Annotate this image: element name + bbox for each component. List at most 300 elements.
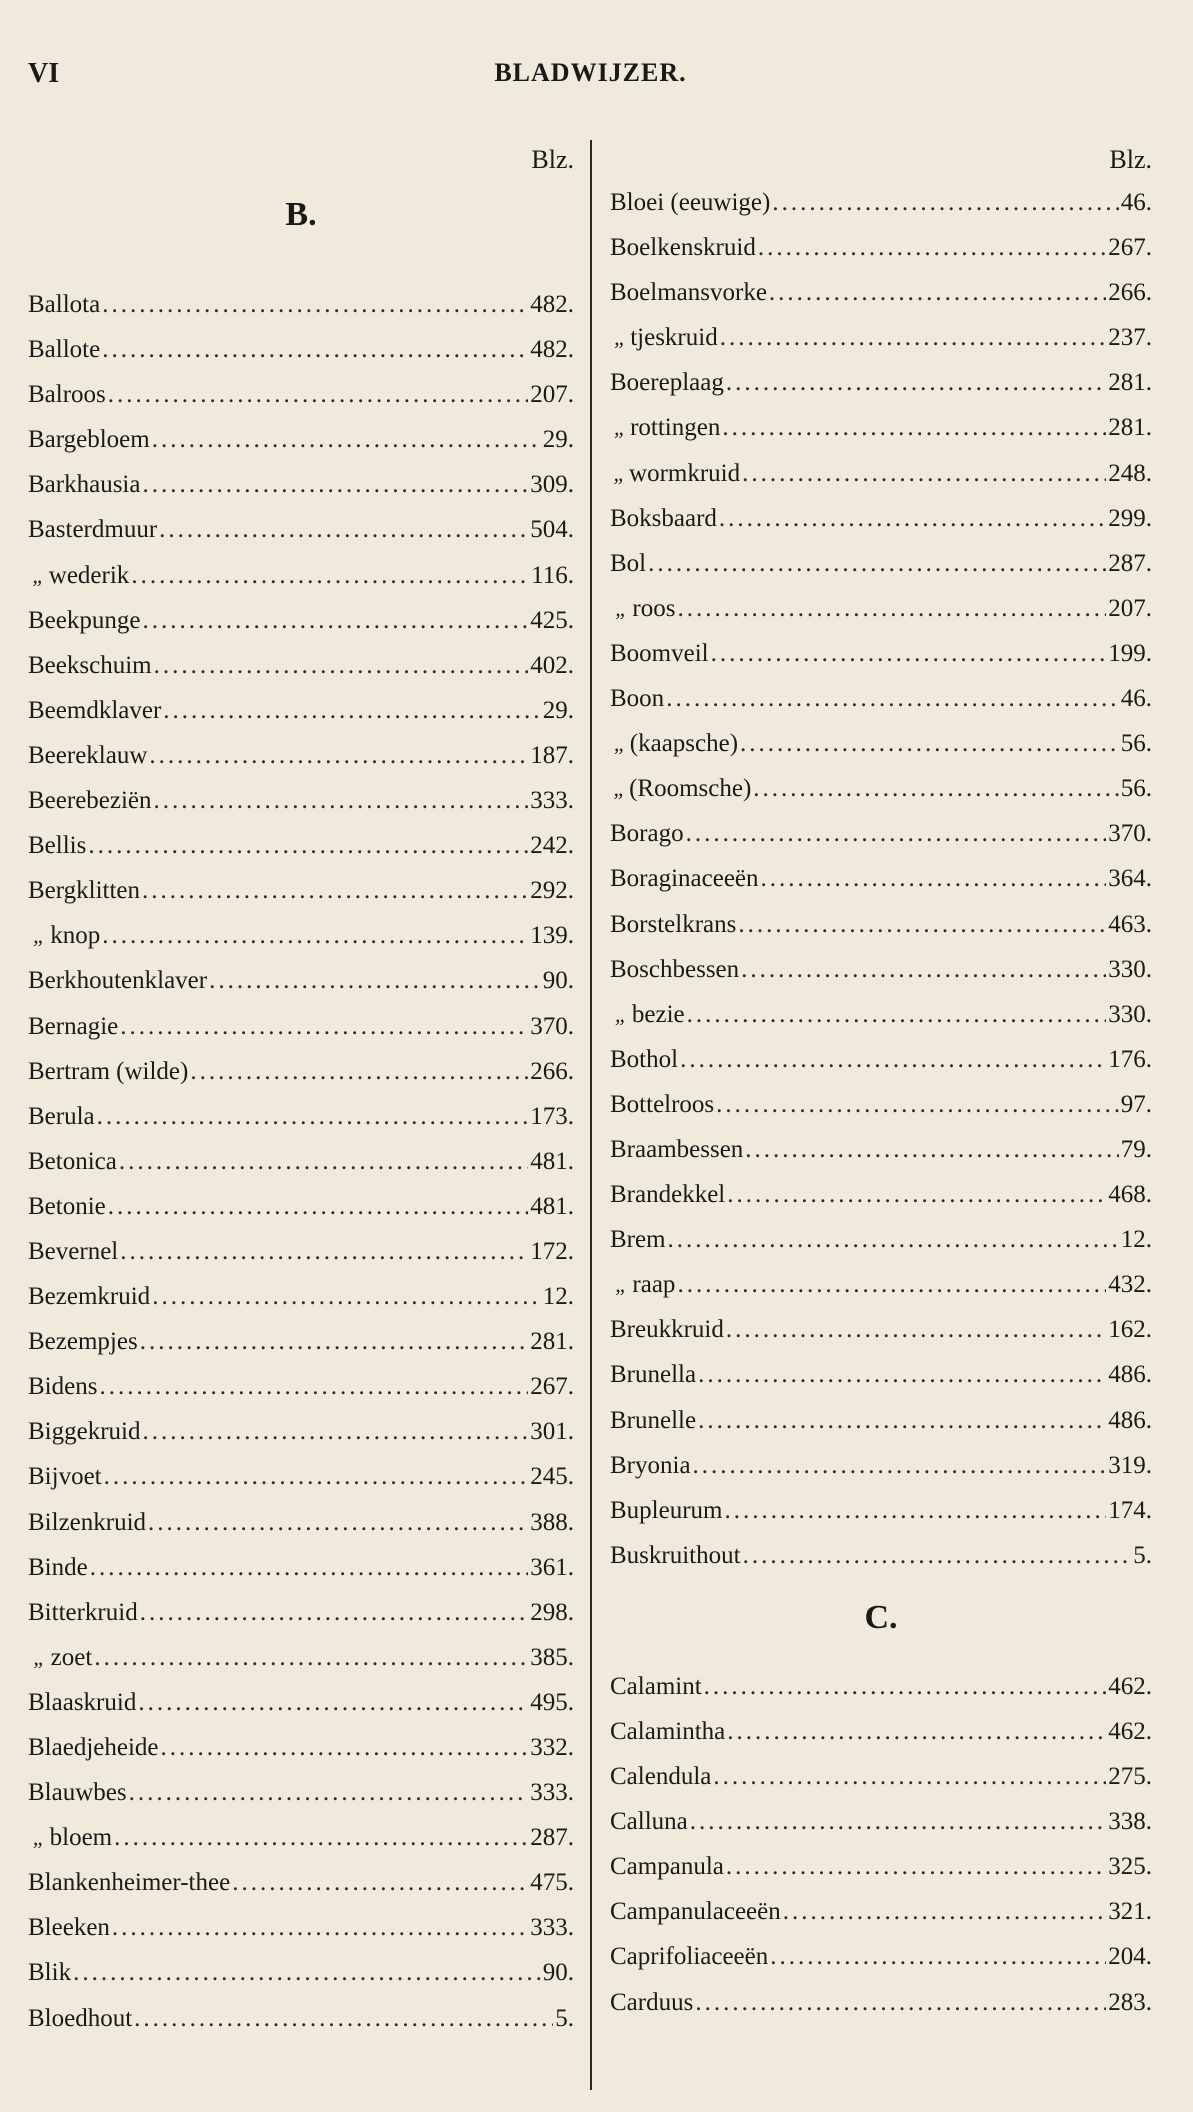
entry-name: bloem <box>49 1824 113 1852</box>
index-entry <box>28 913 574 958</box>
entry-name: Biggekruid <box>28 1418 141 1446</box>
entry-name: Calendula <box>610 1763 712 1791</box>
entry-page-number: 370. <box>530 1012 574 1040</box>
index-entry <box>610 902 1152 947</box>
entry-name: Borstelkrans <box>610 910 737 938</box>
index-entry <box>28 1770 574 1815</box>
entry-name: Caprifoliaceeën <box>610 1943 769 1971</box>
index-entry <box>610 451 1152 496</box>
index-entry <box>610 1398 1152 1443</box>
entry-name: Basterdmuur <box>28 516 158 544</box>
index-entry <box>610 766 1152 811</box>
section-letter: C. <box>864 1598 898 1636</box>
ditto-mark: „ <box>615 595 628 621</box>
entry-page-number: 321. <box>1108 1898 1152 1926</box>
entry-name: Boelmansvorke <box>610 279 767 307</box>
ditto-mark: „ <box>33 923 46 949</box>
index-entry <box>28 417 574 462</box>
entry-name: Beekschuim <box>28 651 152 679</box>
entry-name: bezie <box>631 1000 685 1028</box>
entry-page-number: 481. <box>530 1192 574 1220</box>
entry-name: Bezempjes <box>28 1328 138 1356</box>
leader-dots <box>742 451 1106 496</box>
entry-page-number: 79. <box>1120 1135 1152 1163</box>
index-entry <box>28 1409 574 1454</box>
entry-page-number: 504. <box>530 516 574 544</box>
entry-name: wederik <box>48 561 130 589</box>
entry-page-number: 287. <box>1108 549 1152 577</box>
index-entry <box>610 1664 1152 1709</box>
leader-dots <box>232 1860 528 1905</box>
entry-name: knop <box>50 922 101 950</box>
index-column-right <box>610 140 1152 2025</box>
entry-name: Bidens <box>28 1373 98 1401</box>
ditto-mark: „ <box>615 1272 628 1298</box>
entry-page-number: 370. <box>1108 820 1152 848</box>
entry-name: Boksbaard <box>610 504 717 532</box>
leader-dots <box>190 1049 528 1094</box>
entry-page-number: 176. <box>1108 1045 1152 1073</box>
leader-dots <box>687 992 1107 1037</box>
leader-dots <box>648 541 1106 586</box>
entry-page-number: 319. <box>1108 1451 1152 1479</box>
index-entry <box>610 315 1152 360</box>
entry-page-number: 463. <box>1108 910 1152 938</box>
index-entry <box>610 1980 1152 2025</box>
index-entry <box>28 1500 574 1545</box>
index-entry <box>28 1454 574 1499</box>
entry-name: Brunella <box>610 1361 697 1389</box>
leader-dots <box>727 1172 1106 1217</box>
ditto-mark: „ <box>613 415 627 441</box>
leader-dots <box>722 405 1106 450</box>
entry-page-number: 245. <box>530 1463 574 1491</box>
entry-page-number: 5. <box>1133 1541 1152 1569</box>
index-entry <box>610 721 1152 766</box>
entry-page-number: 468. <box>1108 1181 1152 1209</box>
entry-name: Blaaskruid <box>28 1688 137 1716</box>
index-entry <box>28 1049 574 1094</box>
entry-name: Boon <box>610 685 665 713</box>
index-entry <box>610 1262 1152 1307</box>
entry-page-number: 325. <box>1108 1853 1152 1881</box>
entry-name: Bothol <box>610 1045 679 1073</box>
index-entry <box>28 1319 574 1364</box>
entry-name: Calamintha <box>610 1718 726 1745</box>
index-entry <box>28 1229 574 1274</box>
index-entry <box>28 1590 574 1635</box>
index-entry <box>610 1172 1152 1217</box>
entry-name: Bertram (wilde) <box>28 1057 189 1085</box>
entry-name: Breukkruid <box>610 1316 724 1344</box>
leader-dots <box>719 496 1106 541</box>
leader-dots <box>704 1664 1107 1709</box>
leader-dots <box>743 1533 1132 1578</box>
index-entry <box>610 1844 1152 1889</box>
index-entry <box>610 1352 1152 1397</box>
leader-dots <box>142 462 528 507</box>
leader-dots <box>725 1488 1107 1533</box>
index-entry <box>28 507 574 552</box>
entry-page-number: 199. <box>1108 639 1152 667</box>
index-entry <box>610 811 1152 856</box>
entry-page-number: 301. <box>530 1418 574 1446</box>
leader-dots <box>209 958 541 1003</box>
ditto-mark: „ <box>613 731 627 757</box>
leader-dots <box>713 1754 1106 1799</box>
entry-page-number: 361. <box>530 1553 574 1581</box>
index-entry <box>610 1754 1152 1799</box>
section-letter: B. <box>285 196 317 233</box>
entry-name: Bernagie <box>28 1012 119 1040</box>
entry-name: Boraginaceeën <box>610 865 759 893</box>
entry-page-number: 482. <box>530 291 574 318</box>
leader-dots <box>666 676 1119 721</box>
index-entry <box>610 586 1152 631</box>
entry-name: Carduus <box>610 1988 694 2016</box>
entry-page-number: 97. <box>1120 1090 1152 1118</box>
entry-name: Balroos <box>28 381 106 409</box>
index-entry <box>28 1996 574 2041</box>
column-header-blz: Blz. <box>531 145 574 174</box>
entry-page-number: 242. <box>530 832 574 860</box>
entry-name: Bloedhout <box>28 2004 133 2032</box>
entry-name: zoet <box>50 1643 93 1671</box>
entry-name: Boelkenskruid <box>610 234 756 262</box>
entry-name: Bitterkruid <box>28 1598 138 1626</box>
index-entry <box>610 631 1152 676</box>
leader-dots <box>693 1443 1107 1488</box>
entry-name: Bol <box>610 549 647 577</box>
index-entry <box>610 541 1152 586</box>
leader-dots <box>154 643 529 688</box>
index-entry <box>610 1037 1152 1082</box>
ditto-mark: „ <box>614 1001 628 1027</box>
entry-page-number: 12. <box>1120 1226 1152 1254</box>
entry-page-number: 330. <box>1108 1000 1152 1028</box>
index-entry <box>610 1127 1152 1172</box>
entry-name: Betonie <box>28 1192 106 1220</box>
leader-dots <box>152 417 541 462</box>
entry-name: (kaapsche) <box>629 730 739 758</box>
entry-page-number: 482. <box>530 336 574 364</box>
entry-page-number: 333. <box>530 1779 574 1807</box>
leader-dots <box>159 507 528 552</box>
leader-dots <box>129 1770 529 1815</box>
leader-dots <box>753 766 1118 811</box>
entry-name: wormkruid <box>629 459 741 487</box>
entry-page-number: 281. <box>530 1328 574 1356</box>
index-column-left <box>28 140 574 2041</box>
leader-dots <box>99 1364 528 1409</box>
entry-page-number: 207. <box>1108 594 1152 622</box>
ditto-mark: „ <box>613 776 626 802</box>
column-header-blz: Blz. <box>1109 145 1152 174</box>
index-entry <box>610 360 1152 405</box>
entry-page-number: 364. <box>1108 865 1152 893</box>
entry-name: Berula <box>28 1102 95 1130</box>
leader-dots <box>134 1996 553 2041</box>
index-entry <box>28 282 574 327</box>
entry-name: Calluna <box>610 1808 688 1836</box>
entry-name: Bergklitten <box>28 877 141 905</box>
leader-dots <box>726 1307 1106 1352</box>
index-entry <box>610 1307 1152 1352</box>
leader-dots <box>104 1454 529 1499</box>
entry-page-number: 486. <box>1108 1361 1152 1389</box>
entry-page-number: 56. <box>1120 730 1152 758</box>
leader-dots <box>142 868 528 913</box>
leader-dots <box>745 1127 1118 1172</box>
leader-dots <box>149 733 528 778</box>
entry-page-number: 481. <box>530 1147 574 1175</box>
leader-dots <box>88 823 528 868</box>
entry-page-number: 267. <box>1108 234 1152 262</box>
index-entry <box>28 462 574 507</box>
leader-dots <box>102 327 528 372</box>
index-entry <box>28 1094 574 1139</box>
leader-dots <box>716 1082 1119 1127</box>
entry-name: roos <box>632 594 676 622</box>
entry-name: tjeskruid <box>630 324 718 352</box>
leader-dots <box>114 1815 528 1860</box>
index-entry <box>610 1443 1152 1488</box>
ditto-mark: „ <box>32 1825 45 1851</box>
entry-name: Betonica <box>28 1147 117 1175</box>
entry-name: rottingen <box>630 414 721 442</box>
leader-dots <box>94 1635 528 1680</box>
entry-name: Brem <box>610 1226 666 1254</box>
entry-page-number: 385. <box>530 1643 574 1671</box>
entry-page-number: 90. <box>542 1959 574 1987</box>
entry-page-number: 338. <box>1108 1808 1152 1836</box>
leader-dots <box>90 1545 529 1590</box>
entry-page-number: 402. <box>530 651 574 679</box>
entry-page-number: 12. <box>542 1283 574 1311</box>
page-number: VI <box>28 58 60 89</box>
entry-page-number: 237. <box>1108 324 1152 352</box>
leader-dots <box>154 778 529 823</box>
entry-name: Beerebeziën <box>28 787 152 815</box>
entry-name: Ballota <box>28 291 101 318</box>
index-entry <box>610 180 1152 225</box>
entry-name: Boschbessen <box>610 955 740 983</box>
leader-dots <box>783 1889 1107 1934</box>
entry-name: Blik <box>28 1959 72 1987</box>
entry-name: Boomveil <box>610 639 709 667</box>
entry-name: Bupleurum <box>610 1496 723 1524</box>
entry-name: Ballote <box>28 336 101 364</box>
entry-name: Bloei (eeuwige) <box>610 189 771 216</box>
entry-name: Campanulaceeën <box>610 1898 781 1926</box>
entry-page-number: 56. <box>1120 775 1152 803</box>
index-entry <box>28 1815 574 1860</box>
entry-name: Bleeken <box>28 1914 110 1942</box>
index-entry <box>610 676 1152 721</box>
leader-dots <box>741 947 1106 992</box>
index-entry <box>610 1217 1152 1262</box>
entry-name: Barkhausia <box>28 471 141 499</box>
leader-dots <box>140 1319 529 1364</box>
leader-dots <box>112 1905 528 1950</box>
entry-page-number: 139. <box>530 922 574 950</box>
entry-page-number: 462. <box>1108 1718 1152 1745</box>
leader-dots <box>772 180 1118 225</box>
entry-name: Blankenheimer-thee <box>28 1869 231 1897</box>
leader-dots <box>698 1398 1106 1443</box>
entry-page-number: 90. <box>542 967 574 995</box>
entry-page-number: 287. <box>530 1824 574 1852</box>
index-entry <box>610 856 1152 901</box>
index-entry <box>28 868 574 913</box>
entry-page-number: 388. <box>530 1508 574 1536</box>
leader-dots <box>97 1094 529 1139</box>
leader-dots <box>677 586 1106 631</box>
entry-name: Blauwbes <box>28 1779 127 1807</box>
index-entry <box>610 270 1152 315</box>
page-header <box>28 58 1153 98</box>
index-entry <box>610 1082 1152 1127</box>
leader-dots <box>680 1037 1106 1082</box>
entry-page-number: 475. <box>530 1869 574 1897</box>
entry-page-number: 292. <box>530 877 574 905</box>
index-entry <box>610 1934 1152 1979</box>
index-entry <box>28 598 574 643</box>
entry-name: Borago <box>610 820 684 848</box>
leader-dots <box>120 1229 528 1274</box>
entry-page-number: 283. <box>1108 1988 1152 2016</box>
entry-name: Binde <box>28 1553 88 1581</box>
index-entry <box>28 823 574 868</box>
entry-name: Buskruithout <box>610 1541 741 1569</box>
entry-name: Bevernel <box>28 1237 119 1265</box>
entry-name: Bargebloem <box>28 426 150 454</box>
entry-page-number: 162. <box>1108 1316 1152 1344</box>
leader-dots <box>770 1934 1106 1979</box>
leader-dots <box>152 1274 541 1319</box>
leader-dots <box>695 1980 1106 2025</box>
entry-page-number: 299. <box>1108 504 1152 532</box>
leader-dots <box>720 315 1107 360</box>
entry-page-number: 432. <box>1108 1271 1152 1299</box>
entry-page-number: 275. <box>1108 1763 1152 1791</box>
leader-dots <box>726 360 1106 405</box>
index-entry <box>28 1860 574 1905</box>
entry-page-number: 298. <box>530 1598 574 1626</box>
leader-dots <box>758 225 1106 270</box>
entry-page-number: 187. <box>530 741 574 769</box>
entry-page-number: 46. <box>1120 685 1152 713</box>
entry-page-number: 29. <box>542 426 574 454</box>
index-entry <box>28 1004 574 1049</box>
entry-page-number: 173. <box>530 1102 574 1130</box>
entry-name: Bezemkruid <box>28 1283 151 1311</box>
index-entry <box>28 733 574 778</box>
leader-dots <box>102 282 528 327</box>
index-entry <box>610 1799 1152 1844</box>
index-entry <box>610 947 1152 992</box>
ditto-mark: „ <box>613 460 626 486</box>
entry-name: Campanula <box>610 1853 724 1881</box>
index-entry <box>28 1635 574 1680</box>
ditto-mark: „ <box>33 1644 46 1670</box>
entry-name: Bilzenkruid <box>28 1508 147 1536</box>
leader-dots <box>119 1139 528 1184</box>
entry-page-number: 333. <box>530 1914 574 1942</box>
index-entry <box>610 1533 1152 1578</box>
entry-name: Beereklauw <box>28 741 148 769</box>
running-title: BLADWIJZER. <box>494 58 687 87</box>
entry-name: (Roomsche) <box>629 775 752 803</box>
leader-dots <box>727 1709 1106 1754</box>
entry-name: Blaedjeheide <box>28 1734 159 1761</box>
index-entry <box>28 1274 574 1319</box>
leader-dots <box>142 598 528 643</box>
index-entry <box>28 1545 574 1590</box>
index-entry <box>610 1889 1152 1934</box>
leader-dots <box>138 1680 528 1725</box>
leader-dots <box>690 1799 1106 1844</box>
entry-page-number: 116. <box>531 561 574 589</box>
entry-name: Beekpunge <box>28 606 141 634</box>
leader-dots <box>131 553 529 598</box>
index-entry <box>28 327 574 372</box>
entry-page-number: 462. <box>1108 1672 1152 1700</box>
index-entry <box>28 643 574 688</box>
entry-page-number: 266. <box>1108 279 1152 307</box>
leader-dots <box>711 631 1107 676</box>
entry-name: Brunelle <box>610 1406 697 1434</box>
column-divider <box>590 140 592 2090</box>
entry-name: Boereplaag <box>610 369 724 397</box>
entry-name: Bijvoet <box>28 1463 102 1491</box>
entry-page-number: 204. <box>1108 1943 1152 1971</box>
entry-name: Bottelroos <box>610 1090 715 1118</box>
entry-name: Brandekkel <box>610 1181 726 1209</box>
entry-page-number: 46. <box>1120 189 1152 216</box>
entry-page-number: 281. <box>1108 369 1152 397</box>
entry-name: Bellis <box>28 832 87 860</box>
index-entry <box>28 1905 574 1950</box>
entry-page-number: 29. <box>542 696 574 724</box>
index-entry <box>28 553 574 598</box>
entry-page-number: 309. <box>530 471 574 499</box>
ditto-mark: „ <box>32 562 45 588</box>
index-entry <box>28 688 574 733</box>
entry-page-number: 5. <box>555 2004 574 2032</box>
leader-dots <box>120 1004 528 1049</box>
index-entry <box>28 1725 574 1770</box>
entry-page-number: 174. <box>1108 1496 1152 1524</box>
leader-dots <box>761 856 1107 901</box>
entry-page-number: 333. <box>530 787 574 815</box>
leader-dots <box>740 721 1119 766</box>
leader-dots <box>738 902 1106 947</box>
index-entry <box>610 496 1152 541</box>
leader-dots <box>163 688 540 733</box>
entry-page-number: 486. <box>1108 1406 1152 1434</box>
leader-dots <box>102 913 528 958</box>
entry-page-number: 495. <box>530 1688 574 1716</box>
ditto-mark: „ <box>613 325 627 351</box>
index-entry <box>610 1709 1152 1754</box>
entry-page-number: 330. <box>1108 955 1152 983</box>
index-entry <box>610 1488 1152 1533</box>
entry-page-number: 332. <box>530 1734 574 1761</box>
index-entry <box>610 405 1152 450</box>
leader-dots <box>108 1184 528 1229</box>
leader-dots <box>668 1217 1119 1262</box>
